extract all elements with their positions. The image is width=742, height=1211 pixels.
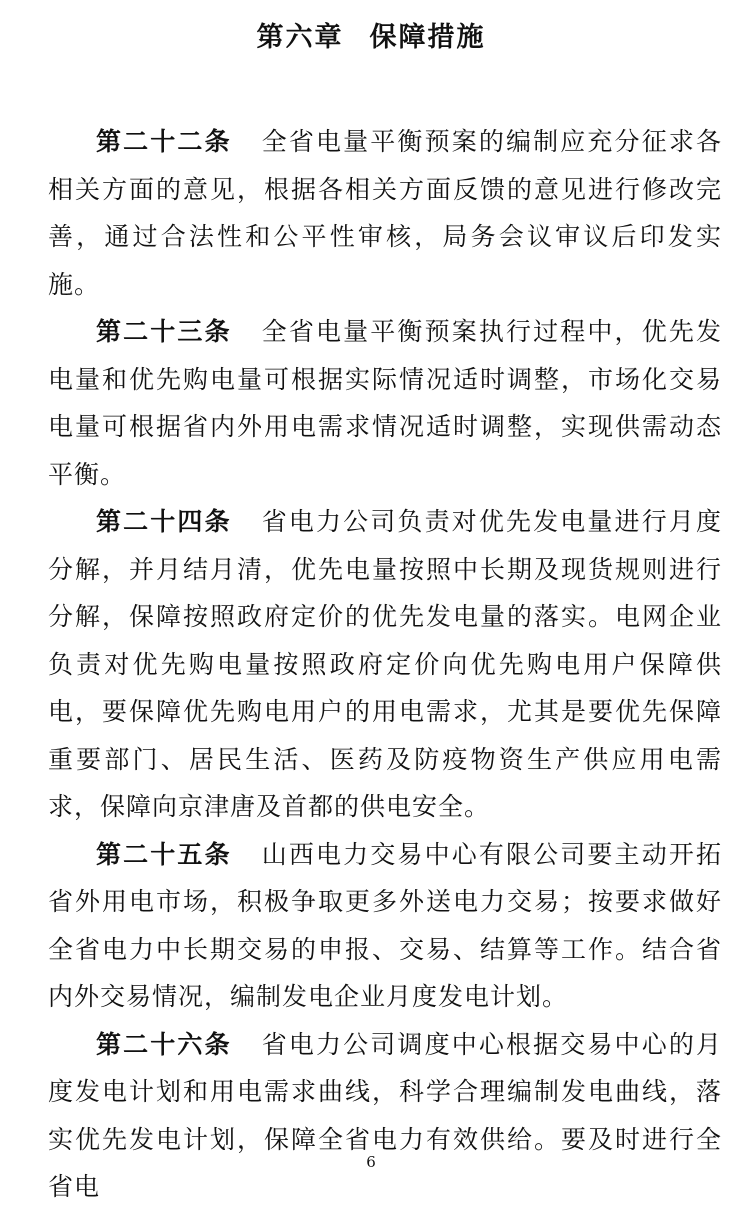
page-number: 6 [366,1153,376,1171]
article-23 [48,308,722,498]
article-number: 第二十二条 [96,127,232,156]
chapter-heading: 保障措施 [369,22,486,53]
article-25 [48,831,722,1021]
chapter-title [0,18,742,58]
article-text: 省电力公司调度中心根据交易中心的月度发电计划和用电需求曲线，科学合理编制发电曲线，落实优先发电计划，保障全省电力有效供给。要及时进行全省电 [48,1029,722,1201]
article-number: 第二十五条 [96,839,232,869]
article-text: 全省电量平衡预案执行过程中，优先发电量和优先购电量可根据实际情况适时调整，市场化交易电量可根据省内外用电需求情况适时调整，实现供需动态平衡。 [48,317,722,489]
article-22 [48,118,722,308]
article-text: 全省电量平衡预案的编制应充分征求各相关方面的意见，根据各相关方面反馈的意见进行修改完善，通过合法性和公平性审核，局务会议审议后印发实施。 [48,127,722,299]
chapter-number: 第六章 [256,22,344,53]
document-body [48,118,722,1211]
article-number: 第二十四条 [96,507,232,536]
article-number: 第二十六条 [96,1029,232,1059]
article-text: 山西电力交易中心有限公司要主动开拓省外用电市场，积极争取更多外送电力交易；按要求做好全省电力中长期交易的申报、交易、结算等工作。结合省内外交易情况，编制发电企业月度发电计划。 [48,839,722,1011]
article-text: 省电力公司负责对优先发电量进行月度分解，并月结月清，优先电量按照中长期及现货规则进行分解，保障按照政府定价的优先发电量的落实。电网企业负责对优先购电量按照政府定价向优先购电用户保障供电，要保障优先购电用户的用电需求，尤其是要优先保障重要部门、居民生活、医药及防疫物资生产供应用电需求，保障向京津唐及首都的供电安全。 [48,507,722,821]
article-26 [48,1021,722,1211]
article-24 [48,498,722,831]
article-number: 第二十三条 [96,317,232,346]
